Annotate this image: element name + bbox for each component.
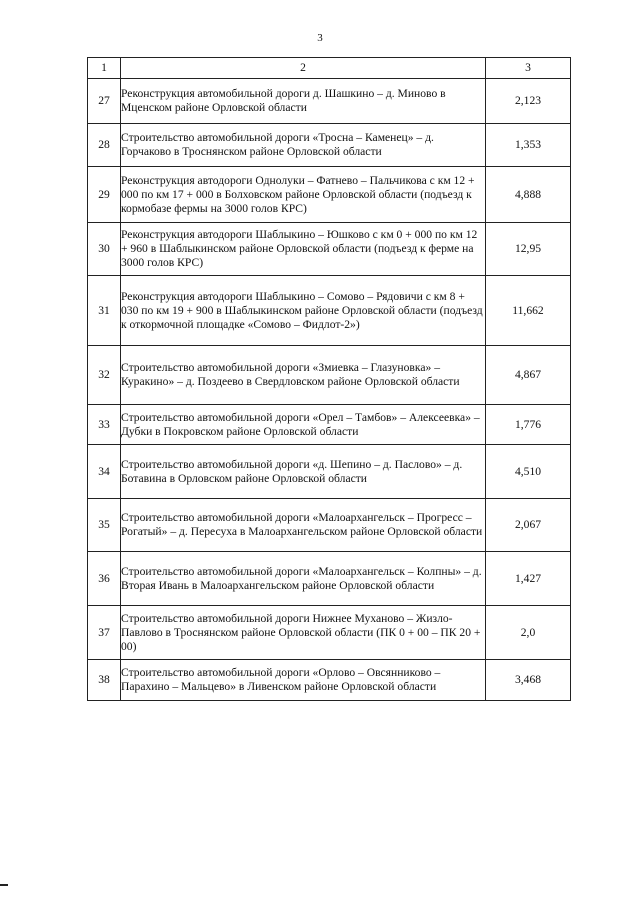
- table-row: [88, 499, 571, 552]
- row-value: 1,427: [486, 552, 571, 606]
- row-name: Строительство автомобильной дороги «Орлово – Овсянниково – Парахино – Мальцево» в Ливенском районе Орловской области: [121, 660, 486, 701]
- table-row: [88, 405, 571, 445]
- row-name: Строительство автомобильной дороги Нижнее Муханово – Жизло-Павлово в Троснянском районе Орловской области (ПК 0 + 00 – ПК 20 + 00): [121, 606, 486, 660]
- row-value: 4,867: [486, 346, 571, 405]
- row-number: 31: [88, 276, 121, 346]
- row-number: 35: [88, 499, 121, 552]
- table-row: [88, 276, 571, 346]
- row-value: 1,353: [486, 124, 571, 167]
- header-col-2: 2: [121, 58, 486, 79]
- row-value: 11,662: [486, 276, 571, 346]
- row-name: Реконструкция автодороги Однолуки – Фатнево – Пальчикова с км 12 + 000 по км 17 + 000 в Болховском районе Орловской области (подъезд к кормобазе фермы на 3000 голов КРС): [121, 167, 486, 223]
- row-number: 28: [88, 124, 121, 167]
- row-value: 2,123: [486, 79, 571, 124]
- row-number: 30: [88, 223, 121, 276]
- row-value: 2,067: [486, 499, 571, 552]
- row-number: 29: [88, 167, 121, 223]
- table-row: [88, 552, 571, 606]
- row-name: Строительство автомобильной дороги «Орел – Тамбов» – Алексеевка» – Дубки в Покровском районе Орловской области: [121, 405, 486, 445]
- row-value: 12,95: [486, 223, 571, 276]
- table-row: [88, 223, 571, 276]
- row-value: 3,468: [486, 660, 571, 701]
- header-col-3: 3: [486, 58, 571, 79]
- table-row: [88, 79, 571, 124]
- table-row: [88, 660, 571, 701]
- row-value: 2,0: [486, 606, 571, 660]
- row-number: 32: [88, 346, 121, 405]
- row-number: 38: [88, 660, 121, 701]
- header-col-1: 1: [88, 58, 121, 79]
- table-row: [88, 445, 571, 499]
- row-number: 36: [88, 552, 121, 606]
- row-number: 27: [88, 79, 121, 124]
- table-header-row: [88, 58, 571, 79]
- row-value: 4,510: [486, 445, 571, 499]
- row-name: Реконструкция автомобильной дороги д. Шашкино – д. Миново в Мценском районе Орловской области: [121, 79, 486, 124]
- row-value: 4,888: [486, 167, 571, 223]
- row-name: Строительство автомобильной дороги «Тросна – Каменец» – д. Горчаково в Троснянском районе Орловской области: [121, 124, 486, 167]
- row-number: 33: [88, 405, 121, 445]
- row-name: Строительство автомобильной дороги «д. Шепино – д. Паслово» – д. Ботавина в Орловском районе Орловской области: [121, 445, 486, 499]
- row-name: Строительство автомобильной дороги «Малоархангельск – Прогресс – Рогатый» – д. Пересуха в Малоархангельском районе Орловской области: [121, 499, 486, 552]
- row-name: Строительство автомобильной дороги «Малоархангельск – Колпны» – д. Вторая Ивань в Малоархангельском районе Орловской области: [121, 552, 486, 606]
- row-number: 37: [88, 606, 121, 660]
- page-number: 3: [317, 32, 323, 44]
- row-name: Реконструкция автодороги Шаблыкино – Сомово – Рядовичи с км 8 + 030 по км 19 + 900 в Шаблыкинском районе Орловской области (подъезд к откормочной площадке «Сомово – Фидлот-2»): [121, 276, 486, 346]
- table-row: [88, 346, 571, 405]
- table-row: [88, 606, 571, 660]
- row-number: 34: [88, 445, 121, 499]
- row-name: Реконструкция автодороги Шаблыкино – Юшково с км 0 + 000 по км 12 + 960 в Шаблыкинском районе Орловской области (подъезд к ферме на 3000 голов КРС): [121, 223, 486, 276]
- row-value: 1,776: [486, 405, 571, 445]
- table-row: [88, 167, 571, 223]
- row-name: Строительство автомобильной дороги «Змиевка – Глазуновка» – Куракино» – д. Поздеево в Свердловском районе Орловской области: [121, 346, 486, 405]
- table-row: [88, 124, 571, 167]
- roads-table: [87, 57, 571, 701]
- margin-mark: [0, 884, 8, 886]
